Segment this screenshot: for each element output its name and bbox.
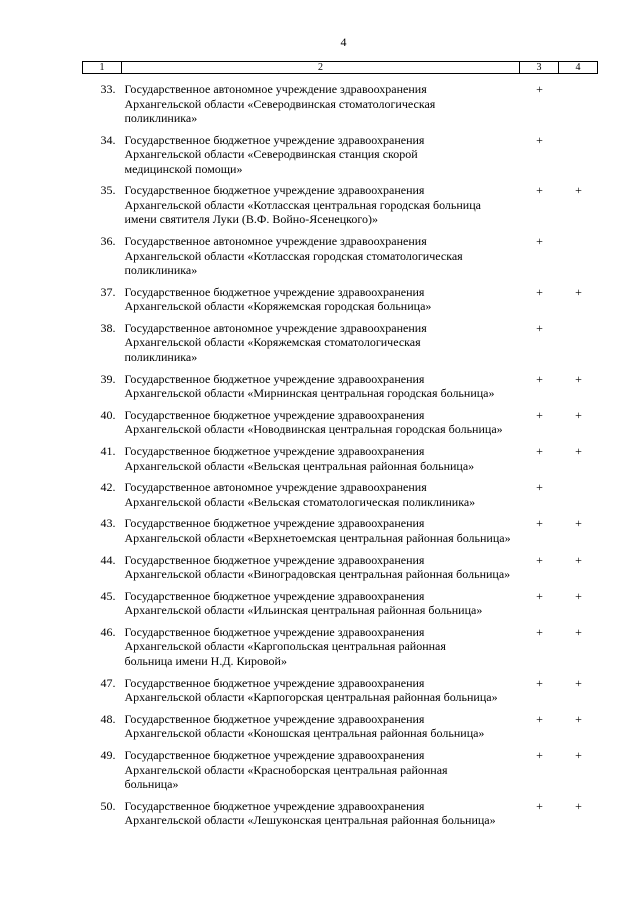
row-number: 35.	[100, 183, 116, 198]
row-institution-name	[122, 799, 520, 835]
institution-name-line: Государственное автономное учреждение здравоохранения	[124, 320, 427, 335]
institution-name-line: поликлиника»	[124, 349, 198, 364]
col4-mark: +	[575, 444, 582, 458]
table-row	[83, 553, 598, 589]
table-row	[83, 676, 598, 712]
table-row	[83, 444, 598, 480]
col4-mark: +	[575, 407, 582, 422]
row-number: 39.	[100, 371, 116, 386]
row-institution-name	[122, 712, 520, 748]
row-number: 43.	[100, 516, 116, 531]
institution-name-line: Архангельской области «Коряжемская городская больница»	[124, 299, 432, 314]
table-row	[83, 712, 598, 748]
table-row	[83, 748, 598, 799]
col3-mark: +	[536, 711, 543, 726]
institution-name-line: Архангельской области «Красноборская центральная районная	[124, 762, 448, 777]
row-institution-name	[122, 321, 520, 372]
institution-name-line: Архангельской области «Ильинская центральная районная больница»	[124, 603, 483, 618]
row-institution-name	[122, 372, 520, 408]
institution-name-line: Государственное автономное учреждение здравоохранения	[124, 82, 427, 96]
institution-name-line: медицинской помощи»	[124, 161, 243, 176]
row-number: 42.	[100, 480, 116, 495]
col3-mark: +	[536, 183, 543, 198]
col3-mark: +	[536, 552, 543, 567]
table-row	[83, 516, 598, 552]
institution-name-line: Государственное бюджетное учреждение здравоохранения	[124, 444, 425, 458]
institution-name-line: Государственное бюджетное учреждение здравоохранения	[124, 675, 425, 690]
table-row	[83, 589, 598, 625]
row-institution-name	[122, 444, 520, 480]
row-number: 45.	[100, 588, 116, 603]
institution-name-line: Архангельской области «Котласская центральная городская больница	[124, 197, 481, 212]
institution-name-line: Архангельской области «Коношская центральная районная больница»	[124, 726, 485, 741]
col3-mark: +	[536, 234, 543, 249]
col4-mark: +	[575, 371, 582, 386]
header-col-1: 1	[83, 62, 122, 74]
row-number: 49.	[100, 748, 116, 762]
table-row	[83, 74, 598, 133]
institution-name-line: Архангельской области «Каргопольская центральная районная	[124, 639, 446, 654]
col3-mark: +	[536, 480, 543, 495]
row-number: 33.	[100, 82, 116, 96]
col3-mark: +	[536, 320, 543, 335]
institution-name-line: Государственное бюджетное учреждение здравоохранения	[124, 407, 425, 422]
institution-name-line: Архангельской области «Новодвинская центральная городская больница»	[124, 422, 503, 437]
institution-name-line: имени святителя Луки (В.Ф. Войно-Ясенецкого)»	[124, 212, 379, 227]
col4-mark: +	[575, 675, 582, 690]
table-row	[83, 408, 598, 444]
institution-name-line: Архангельской области «Северодвинская стоматологическая	[124, 96, 436, 111]
row-institution-name	[122, 516, 520, 552]
row-institution-name	[122, 589, 520, 625]
table-row	[83, 372, 598, 408]
col4-mark: +	[575, 624, 582, 639]
col4-mark	[559, 321, 598, 372]
row-number: 48.	[100, 711, 116, 726]
header-col-4: 4	[559, 62, 598, 74]
institutions-table	[82, 61, 598, 835]
col4-mark: +	[575, 588, 582, 603]
institution-name-line: Архангельской области «Коряжемская стоматологическая	[124, 335, 421, 350]
row-institution-name	[122, 74, 520, 133]
institution-name-line: поликлиника»	[124, 111, 198, 125]
institution-name-line: Архангельской области «Лешуконская центральная районная больница»	[124, 813, 496, 828]
table-row	[83, 285, 598, 321]
col4-mark: +	[575, 552, 582, 567]
institution-name-line: поликлиника»	[124, 263, 198, 278]
col4-mark: +	[575, 516, 582, 531]
institution-name-line: Архангельской области «Котласская городская стоматологическая	[124, 248, 463, 263]
institution-name-line: Государственное бюджетное учреждение здравоохранения	[124, 371, 425, 386]
institution-name-line: Государственное бюджетное учреждение здравоохранения	[124, 132, 425, 147]
row-number: 46.	[100, 624, 116, 639]
table-row	[83, 799, 598, 835]
institution-name-line: больница»	[124, 777, 179, 791]
row-institution-name	[122, 553, 520, 589]
col3-mark: +	[536, 82, 543, 96]
institution-name-line: Архангельской области «Мирнинская центральная городская больница»	[124, 386, 495, 401]
table-header	[83, 62, 598, 74]
col4-mark	[559, 234, 598, 285]
table-row	[83, 625, 598, 676]
col4-mark	[559, 480, 598, 516]
header-row	[83, 62, 598, 74]
header-col-2: 2	[122, 62, 520, 74]
col3-mark: +	[536, 588, 543, 603]
institution-name-line: Государственное автономное учреждение здравоохранения	[124, 480, 427, 495]
institution-name-line: Государственное бюджетное учреждение здравоохранения	[124, 552, 425, 567]
row-institution-name	[122, 748, 520, 799]
col3-mark: +	[536, 444, 543, 458]
institution-name-line: Архангельской области «Виноградовская центральная районная больница»	[124, 567, 511, 582]
institution-name-line: Государственное бюджетное учреждение здравоохранения	[124, 711, 425, 726]
row-number: 44.	[100, 552, 116, 567]
header-col-3: 3	[520, 62, 559, 74]
institution-name-line: Архангельской области «Карпогорская центральная районная больница»	[124, 690, 498, 705]
table-row	[83, 321, 598, 372]
institution-name-line: Государственное бюджетное учреждение здравоохранения	[124, 798, 425, 813]
institution-name-line: Государственное бюджетное учреждение здравоохранения	[124, 516, 425, 531]
col4-mark: +	[575, 284, 582, 299]
col4-mark	[559, 74, 598, 133]
col4-mark: +	[575, 748, 582, 762]
col3-mark: +	[536, 284, 543, 299]
row-number: 40.	[100, 407, 116, 422]
page-number: 4	[340, 35, 347, 49]
col4-mark: +	[575, 798, 582, 813]
row-institution-name	[122, 183, 520, 234]
table-row	[83, 183, 598, 234]
col3-mark: +	[536, 371, 543, 386]
col3-mark: +	[536, 748, 543, 762]
col3-mark: +	[536, 624, 543, 639]
institution-name-line: Архангельской области «Вельская центральная районная больница»	[124, 458, 475, 473]
row-number: 38.	[100, 320, 116, 335]
institution-name-line: Государственное бюджетное учреждение здравоохранения	[124, 748, 425, 762]
col3-mark: +	[536, 132, 543, 147]
institution-name-line: больница имени Н.Д. Кировой»	[124, 653, 287, 668]
col3-mark: +	[536, 675, 543, 690]
row-number: 37.	[100, 284, 116, 299]
table-row	[83, 234, 598, 285]
row-number: 34.	[100, 132, 116, 147]
institution-name-line: Архангельской области «Верхнетоемская центральная районная больница»	[124, 530, 511, 545]
row-institution-name	[122, 408, 520, 444]
row-number: 47.	[100, 675, 116, 690]
row-institution-name	[122, 625, 520, 676]
row-institution-name	[122, 234, 520, 285]
col3-mark: +	[536, 407, 543, 422]
row-institution-name	[122, 480, 520, 516]
row-institution-name	[122, 133, 520, 184]
table-body	[83, 74, 598, 835]
institution-name-line: Государственное автономное учреждение здравоохранения	[124, 234, 427, 249]
institution-name-line: Государственное бюджетное учреждение здравоохранения	[124, 588, 425, 603]
institution-name-line: Государственное бюджетное учреждение здравоохранения	[124, 284, 425, 299]
institution-name-line: Государственное бюджетное учреждение здравоохранения	[124, 183, 425, 198]
row-number: 36.	[100, 234, 116, 249]
row-institution-name	[122, 285, 520, 321]
institution-name-line: Архангельской области «Вельская стоматологическая поликлиника»	[124, 494, 476, 509]
table-row	[83, 480, 598, 516]
row-institution-name	[122, 676, 520, 712]
table-row	[83, 133, 598, 184]
institution-name-line: Архангельской области «Северодвинская станция скорой	[124, 147, 418, 162]
col4-mark: +	[575, 711, 582, 726]
col3-mark: +	[536, 516, 543, 531]
col4-mark: +	[575, 183, 582, 198]
institution-name-line: Государственное бюджетное учреждение здравоохранения	[124, 624, 425, 639]
row-number: 50.	[100, 798, 116, 813]
col3-mark: +	[536, 798, 543, 813]
row-number: 41.	[100, 444, 116, 458]
col4-mark	[559, 133, 598, 184]
